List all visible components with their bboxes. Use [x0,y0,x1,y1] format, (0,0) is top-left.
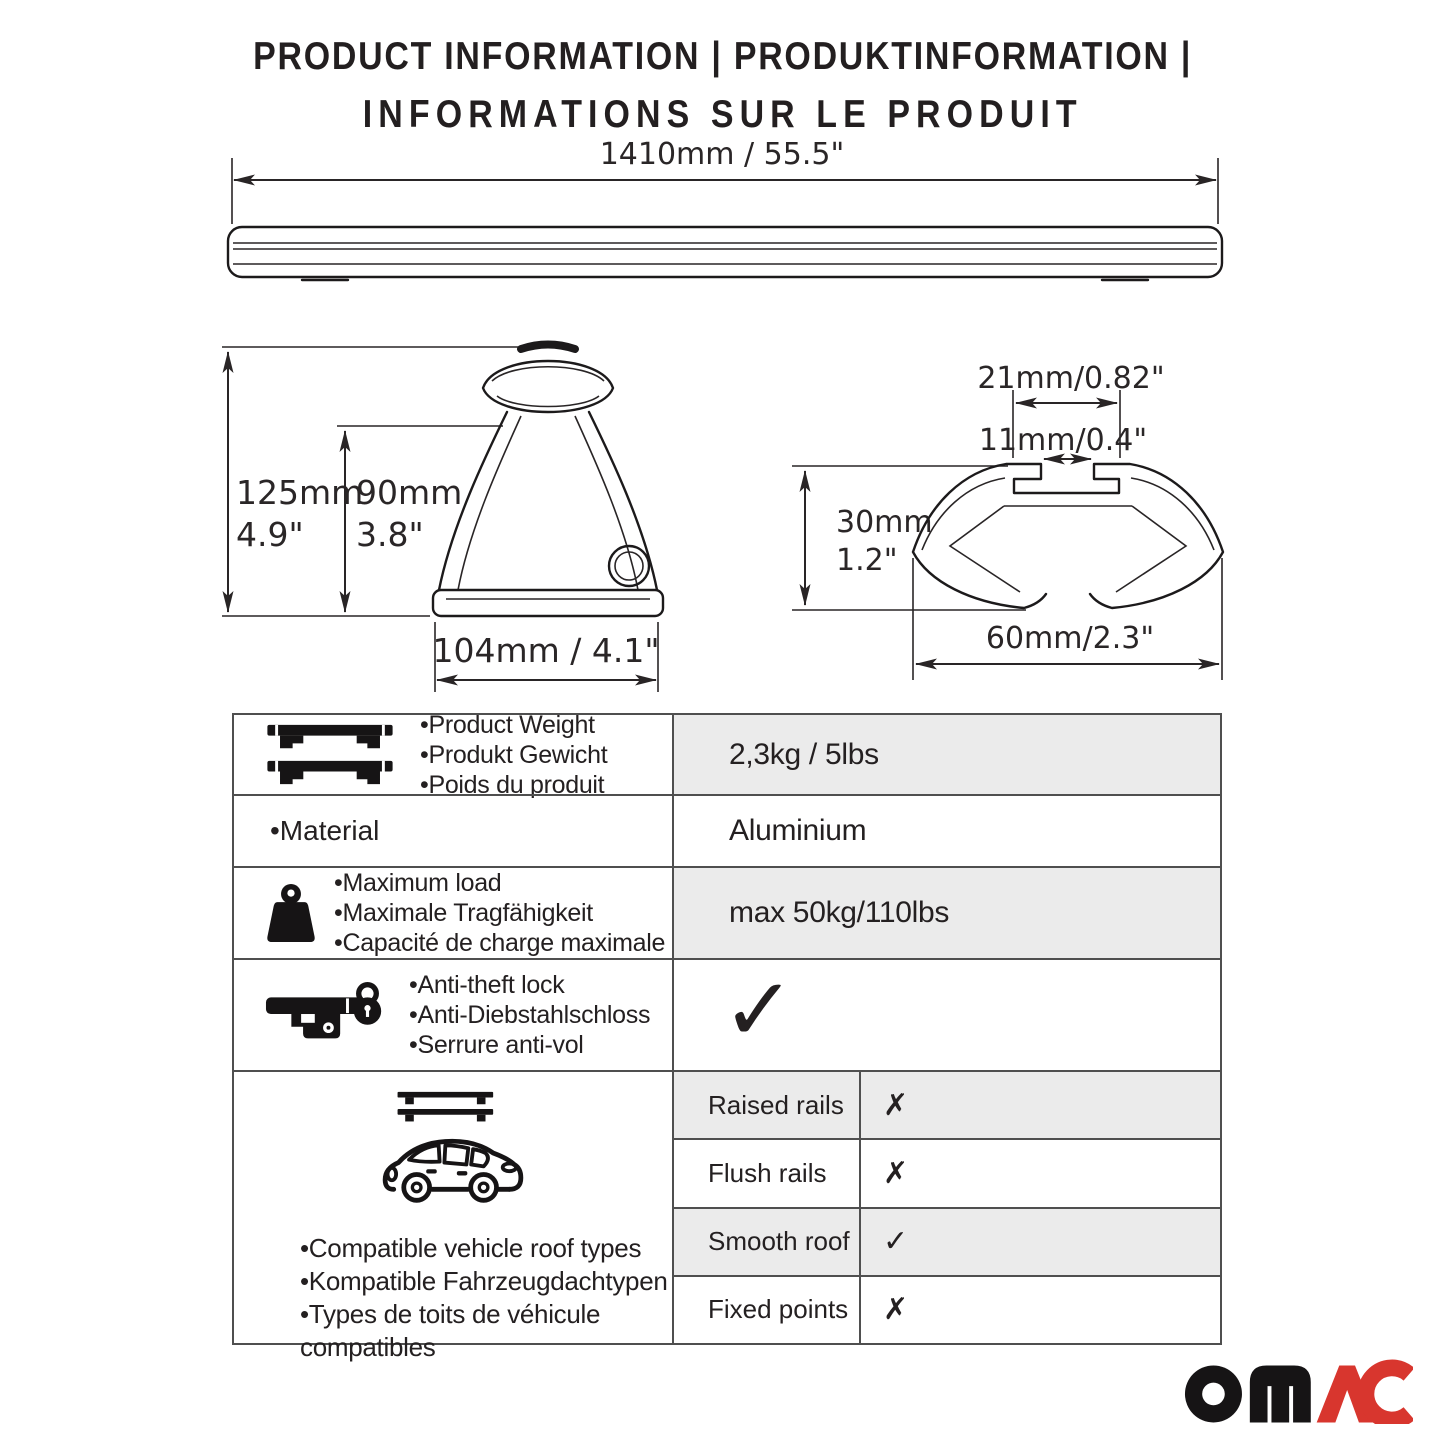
row-label: •Maximum load [334,869,502,897]
value-cell-max-load [672,868,1220,958]
subrow-label: Flush rails [708,1157,827,1188]
foot-partial-height-label-mm: 90mm [356,473,463,512]
row-label: compatibles [300,1332,436,1362]
profile-height-label-in: 1.2" [836,543,898,578]
foot-height-label-mm: 125mm [236,473,364,512]
foot-partial-height-label-in: 3.8" [356,515,424,554]
bar-length-label: 1410mm / 55.5" [599,137,845,172]
table-row-roof-types [234,1070,1220,1362]
lock-icon [264,974,389,1056]
row-label: •Types de toits de véhicule [300,1299,601,1329]
roof-type-subtable [672,1072,1220,1343]
table-row-product-weight [234,710,1220,799]
label-cell-anti-theft [234,960,672,1070]
subrow-fixed-points [674,1275,1220,1343]
profile-height-label-mm: 30mm [836,505,933,540]
foot-drawing [222,345,663,693]
car-icon [382,1088,524,1218]
table-row-material [234,794,1220,866]
table-row-anti-theft [234,958,1220,1070]
row-label: •Material [270,815,380,846]
row-label: •Capacité de charge maximale [334,929,666,957]
foot-base-width-label: 104mm / 4.1" [432,631,660,670]
foot-height-label-in: 4.9" [236,515,304,554]
row-label: •Anti-Diebstahlschloss [409,1001,651,1029]
material-value: Aluminium [729,814,867,847]
max-load-value: max 50kg/110lbs [729,896,950,929]
page-title-line1-text: PRODUCT INFORMATION | PRODUKTINFORMATION | [252,35,1193,78]
label-cell-max-load [234,868,672,958]
weight-icon [262,882,320,944]
anti-theft-checkmark: ✓ [722,958,796,1061]
label-cell-product-weight [234,710,672,799]
subrow-label: Smooth roof [708,1226,850,1257]
subrow-label: Raised rails [708,1089,844,1120]
row-label: •Produkt Gewicht [420,740,608,769]
foot-shape [433,345,663,617]
row-label: •Kompatible Fahrzeugdachtypen [300,1266,668,1296]
profile-slot-inner-label: 11mm/0.4" [978,423,1148,458]
product-weight-value: 2,3kg / 5lbs [729,737,879,771]
profile-shape [913,464,1223,608]
profile-width-label: 60mm/2.3" [985,621,1155,656]
omac-logo-graphic [1183,1358,1413,1424]
subrow-label: Fixed points [708,1294,849,1325]
row-label: •Product Weight [420,710,595,739]
subrow-raised-rails [674,1072,1220,1138]
subrow-mark: ✓ [859,1209,1220,1275]
value-cell-product-weight [672,715,1220,794]
page-title-line2-text: INFORMATIONS SUR LE PRODUIT [362,93,1083,136]
label-cell-roof-types [234,1072,672,1362]
subrow-flush-rails [674,1138,1220,1206]
profile-drawing [792,361,1223,680]
table-row-max-load [234,866,1220,958]
row-label: •Poids du produit [420,770,605,799]
row-label: •Maximale Tragfähigkeit [334,899,593,927]
subrow-mark: ✗ [859,1277,1220,1343]
spec-table [232,710,1222,1362]
subrow-mark: ✗ [859,1072,1220,1138]
row-label: •Serrure anti-vol [409,1031,584,1059]
subrow-smooth-roof [674,1207,1220,1275]
bar-length-drawing [228,137,1222,280]
omac-logo [1183,1358,1413,1429]
row-label: •Anti-theft lock [409,971,565,999]
value-cell-anti-theft [672,960,1220,1070]
value-cell-material [672,796,1220,866]
subrow-mark: ✗ [859,1140,1220,1206]
profile-slot-outer-label: 21mm/0.82" [977,361,1165,396]
crossbars-icon [264,722,396,788]
row-label: •Compatible vehicle roof types [300,1233,642,1263]
label-cell-material [234,796,672,866]
